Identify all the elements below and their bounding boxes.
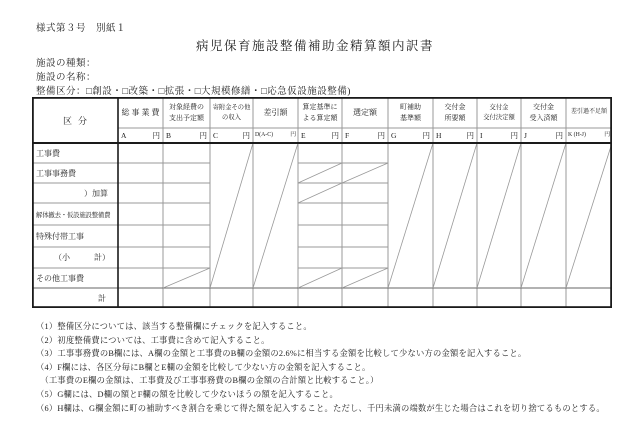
unit-cell-i: I 円 bbox=[480, 130, 518, 140]
note-6: （6）H欄は、G欄金額に町の補助すべき割合を乗じて得た額を記入すること。ただし、千円未満の端数が生じた場合はこれを切り捨てるものとする。 bbox=[36, 403, 605, 413]
unit-cell-d: D(A-C) 円 bbox=[255, 132, 296, 139]
notes-section bbox=[36, 320, 614, 415]
col-title-h: 交付金 所要額 bbox=[444, 103, 466, 122]
col-title-i: 交付金 交付決定額 bbox=[483, 104, 515, 121]
col-title-j: 交付金 受入済額 bbox=[529, 103, 558, 122]
row-label-2: 工事事務費 bbox=[36, 168, 76, 178]
unit-cell-e: E 円 bbox=[301, 130, 339, 140]
row-label-5: 特殊付帯工事 bbox=[36, 231, 84, 241]
unit-cell-k: K (H-J) 円 bbox=[568, 132, 610, 139]
col-title-k: 差引過不足額 bbox=[570, 109, 607, 115]
row-label-8: 計 bbox=[98, 293, 106, 303]
form-id: 様式第３号 別紙１ bbox=[36, 24, 127, 34]
unit-cell-c: C 円 bbox=[213, 130, 250, 140]
note-2: （2）初度整備費については、工事費に含めて記入すること。 bbox=[36, 335, 270, 345]
unit-cell-g: G 円 bbox=[391, 130, 430, 140]
note-5: （5）G欄には、D欄の額とF欄の額を比較して少ないほうの額を記入すること。 bbox=[36, 389, 338, 399]
row-label-7: その他工事費 bbox=[36, 273, 84, 283]
col-title-d: 差引額 bbox=[263, 107, 288, 117]
note-1: （1）整備区分については、該当する整備欄にチェックを記入すること。 bbox=[36, 322, 312, 331]
unit-cell-h: H 円 bbox=[436, 130, 474, 140]
row-label-1: 工事費 bbox=[36, 148, 60, 158]
unit-cell-f: F 円 bbox=[345, 130, 385, 140]
breakdown-table bbox=[32, 97, 612, 308]
col-title-a: 総 事 業 費 bbox=[121, 107, 160, 117]
unit-cell-b: B 円 bbox=[166, 130, 207, 140]
col-title-e: 算定基準に よる算定額 bbox=[302, 103, 338, 122]
note-4: （4）F欄には、各区分毎にB欄とE欄の金額を比較して少ない方の金額を記入すること。 bbox=[36, 362, 371, 372]
category-checkbox-line: 整備区分：□創設・□改築・□拡張・□大規模修繕・□応急仮設施設整備) bbox=[36, 87, 351, 97]
page-title: 病児保育施設整備補助金精算額内訳書 bbox=[195, 39, 434, 53]
col-title-kubun: 区分 bbox=[62, 115, 93, 126]
row-label-6: （小 計） bbox=[54, 253, 110, 262]
note-4-sub: （工事費のE欄の金額は、工事費及び工事事務費のB欄の金額の合計額と比較すること。） bbox=[36, 376, 379, 386]
facility-type-line: 施設の種類： bbox=[36, 59, 97, 69]
col-title-b: 対象経費の 支出予定額 bbox=[169, 103, 204, 122]
col-title-f: 選定額 bbox=[353, 107, 377, 117]
col-title-g: 町補助 基準額 bbox=[400, 103, 421, 122]
note-3: （3）工事事務費のB欄には、A欄の金額と工事費のB欄の金額の2.6%に相当する金額を比較して少ない方の金額を記入すること。 bbox=[36, 349, 527, 359]
facility-name-line: 施設の名称： bbox=[36, 73, 97, 83]
col-title-c: 寄附金その他 の収入 bbox=[212, 104, 251, 121]
unit-cell-a: A 円 bbox=[121, 130, 160, 140]
row-label-3: ）加算 bbox=[84, 188, 108, 198]
row-label-4: 解体撤去・仮設施設整備費 bbox=[36, 211, 111, 219]
unit-cell-j: J 円 bbox=[524, 130, 563, 140]
